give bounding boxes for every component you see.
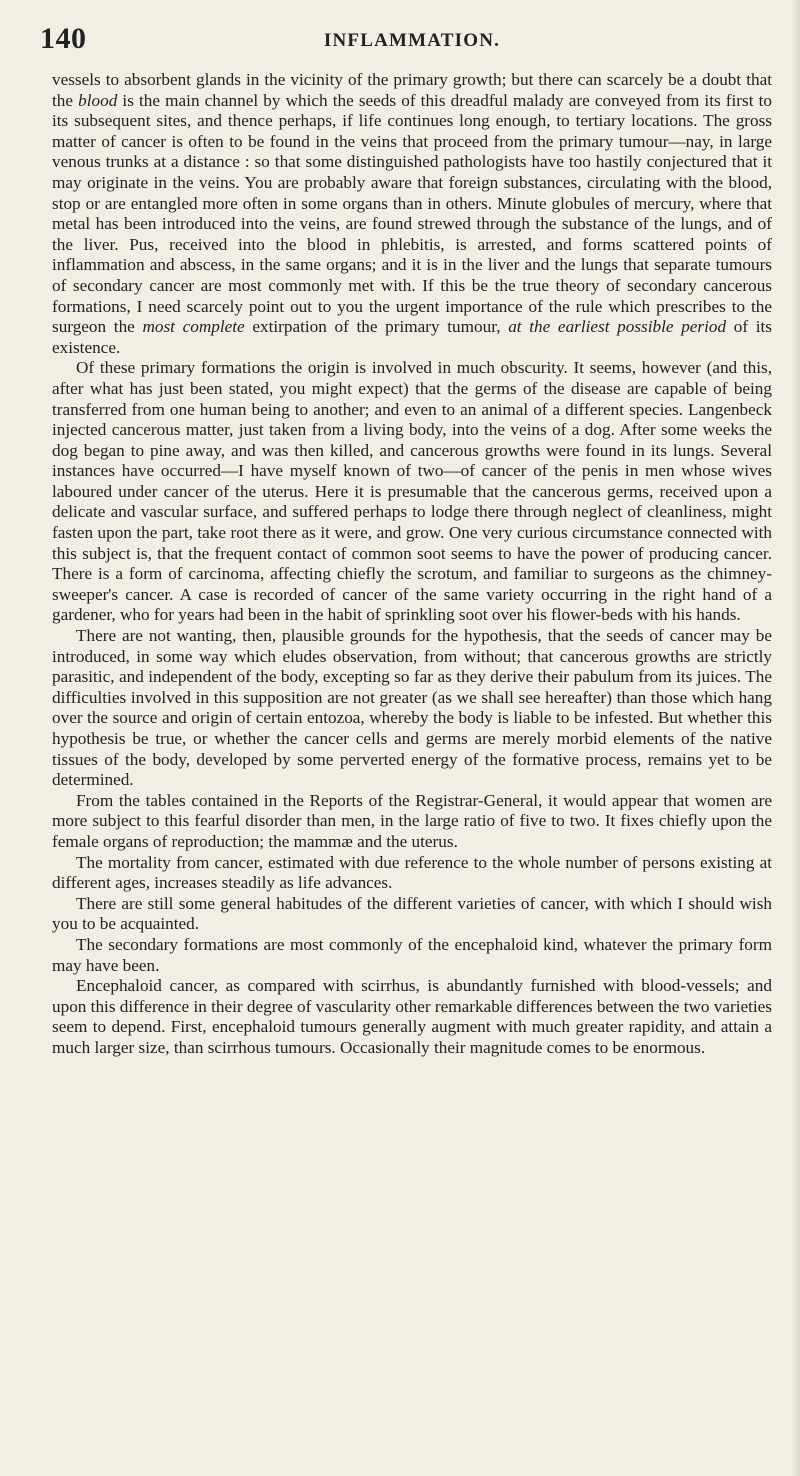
text-run: There are still some general habitudes of the different varieties of cancer, with which I should wish you to be acquainted. (52, 893, 772, 934)
italic-text: blood (78, 90, 118, 110)
text-run: The secondary formations are most commonly of the encephaloid kind, whatever the primary form may have been. (52, 934, 772, 975)
paragraph (52, 70, 772, 358)
page-header (40, 22, 772, 70)
paragraph (52, 894, 772, 935)
text-run: There are not wanting, then, plausible grounds for the hypothesis, that the seeds of cancer may be introduced, in some way which eludes observation, from without; that cancerous growths are strictly parasitic, and independent of the body, excepting so far as they derive their pabulum from its juices. The difficulties involved in this supposition are not greater (as we shall see hereafter) than those which hang over the source and origin of certain entozoa, whereby the body is liable to be infested. But whether this hypothesis be true, or whether the cancer cells and germs are merely morbid elements of the native tissues of the body, developed by some perverted energy of the formative process, remains yet to be determined. (52, 626, 772, 790)
italic-text: most complete (142, 317, 245, 337)
text-run: is the main channel by which the seeds of this dreadful malady are conveyed from its first to its subsequent sites, and thence perhaps, if life continues long enough, to tertiary locations. The gross matter of cancer is often to be found in the veins that proceed from the primary tumour—nay, in large venous trunks at a distance : so that some distinguished pathologists have too hastily conjectured that it may originate in the veins. You are probably aware that foreign substances, circulating with the blood, stop or are entangled more often in some organs than in others. Minute globules of mercury, where that metal has been introduced into the veins, are found strewed through the substance of the lungs, and of the liver. Pus, received into the blood in phlebitis, is arrested, and forms scattered points of inflammation and abscess, in the same organs; and it is in the liver and the lungs that separate tumours of secondary cancer are most commonly met with. If this be the true theory of secondary cancerous formations, I need scarcely point out to you the urgent importance of the rule which prescribes to the surgeon the (52, 90, 772, 337)
paragraph (52, 976, 772, 1058)
text-run: vessels to absorbent glands in the vicinity of the primary growth; but there can scarcely be a doubt that the (52, 70, 772, 110)
running-head: INFLAMMATION. (323, 30, 501, 51)
page-number: 140 (40, 22, 87, 55)
italic-text: at the earliest possible period (508, 317, 727, 337)
body-text (52, 70, 772, 1059)
paragraph (52, 791, 772, 853)
page-edge-shadow (792, 0, 800, 1476)
paragraph (52, 626, 772, 791)
text-run: The mortality from cancer, estimated with due reference to the whole number of persons existing at different ages, increases steadily as life advances. (52, 852, 772, 893)
text-run: extirpation of the primary tumour, (244, 317, 509, 337)
text-run: Encephaloid cancer, as compared with scirrhus, is abundantly furnished with blood-vessels; and upon this difference in their degree of vascularity other remarkable differences between the two varieties seem to depend. First, encephaloid tumours generally augment with much greater rapidity, and attain a much larger size, than scirrhous tumours. Occasionally their magnitude comes to be enormous. (52, 976, 772, 1057)
text-run: of its existence. (52, 317, 772, 357)
paragraph (52, 935, 772, 976)
paragraph (52, 358, 772, 626)
text-run: From the tables contained in the Reports of the Registrar-General, it would appear that women are more subject to this fearful disorder than men, in the large ratio of five to two. It fixes chiefly upon the female organs of reproduction; the mammæ and the uterus. (52, 790, 772, 851)
paragraph (52, 853, 772, 894)
text-run: Of these primary formations the origin is involved in much obscurity. It seems, however (and this, after what has just been stated, you might expect) that the germs of the disease are capable of being transferred from one human being to another; and even to an animal of a different species. Langenbeck injected cancerous matter, just taken from a living body, into the veins of a dog. After some weeks the dog began to pine away, and was then killed, and cancerous growths were found in its lungs. Several instances have occurred—I have myself known of two—of cancer of the penis in men whose wives laboured under cancer of the uterus. Here it is presumable that the cancerous germs, received upon a delicate and vascular surface, and suffered perhaps to lodge there through neglect of cleanliness, might fasten upon the part, take root there as it were, and grow. One very curious circumstance connected with this subject is, that the frequent contact of common soot seems to have the power of producing cancer. There is a form of carcinoma, affecting chiefly the scrotum, and familiar to surgeons as the chimney-sweeper's cancer. A case is recorded of cancer of the same variety occurring in the right hand of a gardener, who for years had been in the habit of sprinkling soot over his flower-beds with his hands. (52, 358, 772, 625)
